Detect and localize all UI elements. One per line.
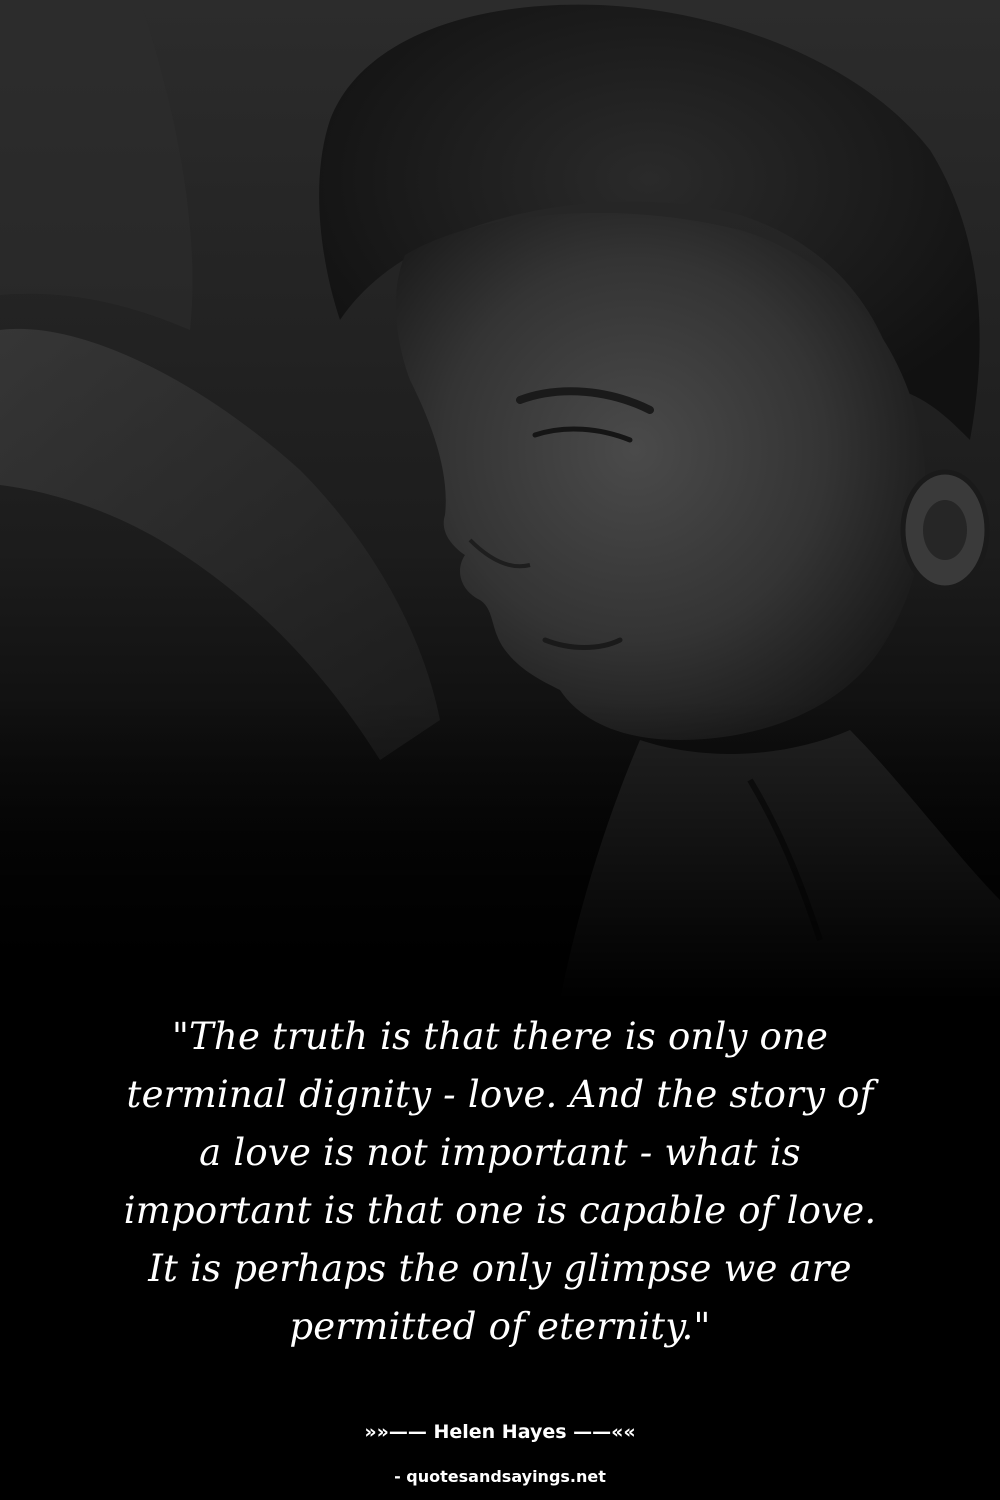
- quote-line: permitted of eternity.": [289, 1305, 711, 1348]
- quote-line: important is that one is capable of love.: [123, 1189, 877, 1232]
- quote-line: a love is not important - what is: [199, 1131, 801, 1174]
- quote-line: terminal dignity - love. And the story of: [126, 1073, 874, 1116]
- quote-text: [60, 1008, 940, 1356]
- quote-author: »»—— Helen Hayes ——««: [364, 1421, 636, 1443]
- source-watermark: - quotesandsayings.net: [394, 1467, 606, 1486]
- quote-line: "The truth is that there is only one: [171, 1015, 829, 1058]
- quote-line: It is perhaps the only glimpse we are: [148, 1247, 852, 1290]
